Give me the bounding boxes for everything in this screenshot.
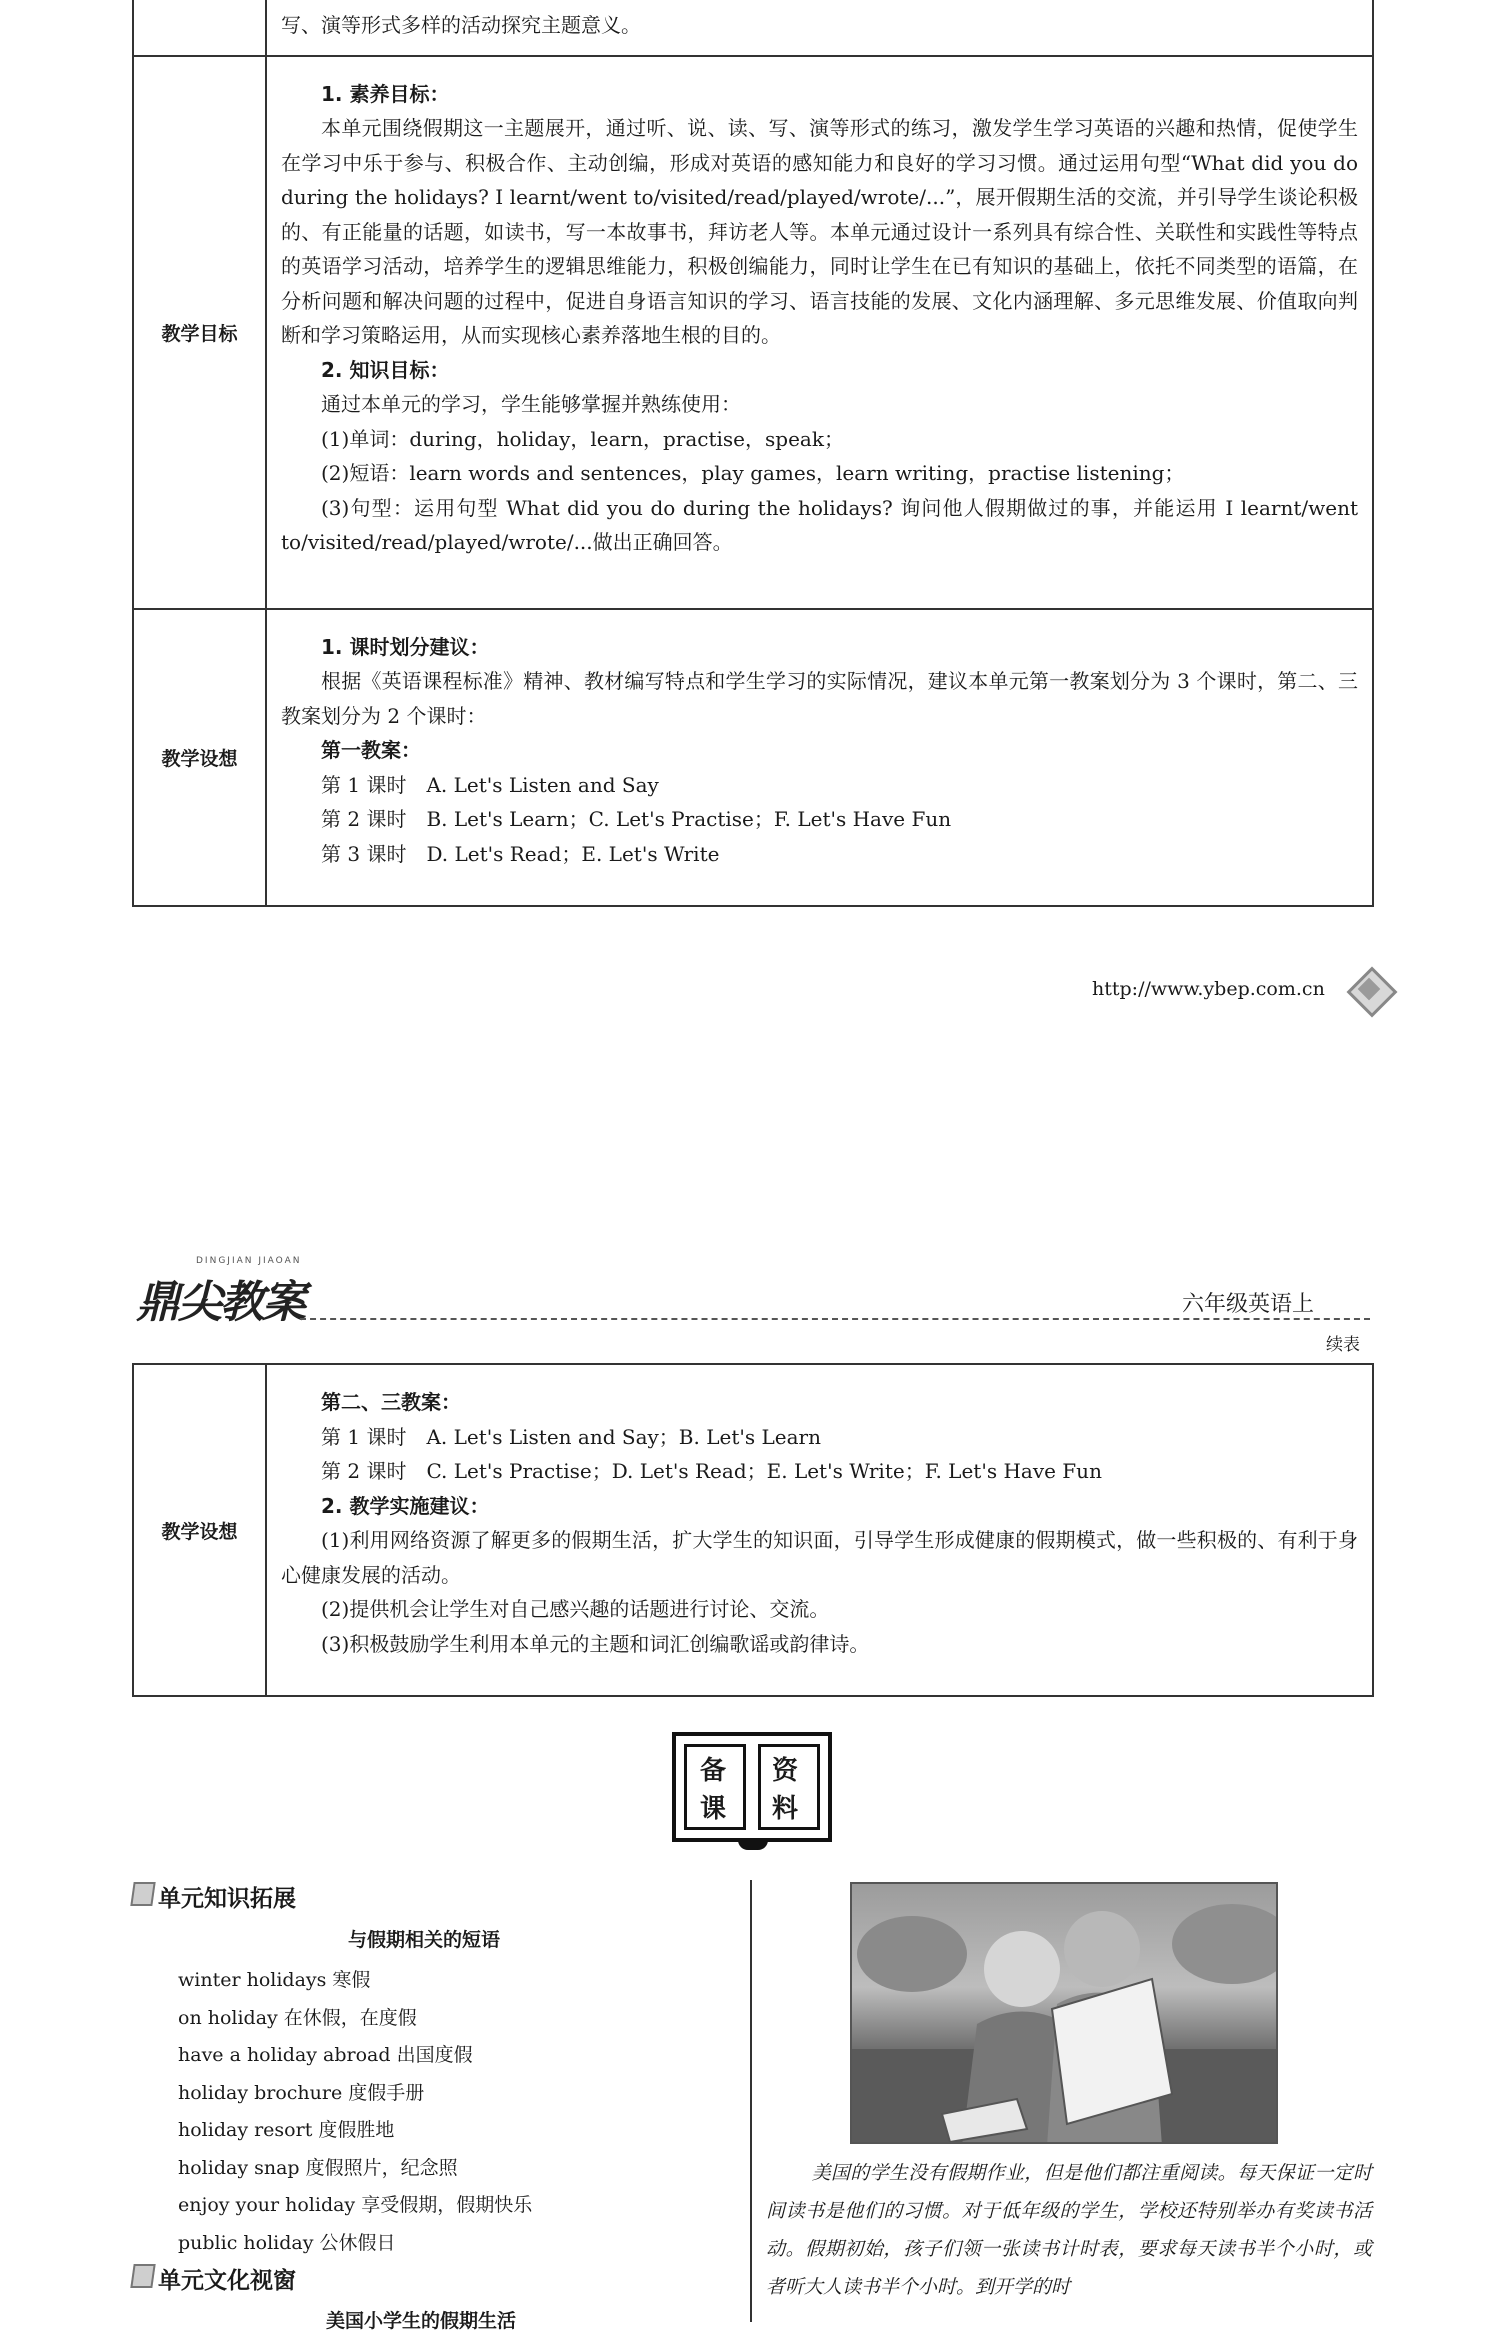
goal-item-words: (1)单词：during，holiday，learn，practise，speak； [321,426,844,451]
goal-heading-1: 1. 素养目标： [321,81,450,106]
badge-char-3: 资 [772,1756,799,1786]
phrase-item: winter holidays 寒假 [178,1969,371,1991]
plan2-lesson-1: 第 1 课时 A. Let's Listen and Say；B. Let's Learn [321,1424,821,1449]
phrase-item: on holiday 在休假，在度假 [178,2006,417,2029]
badge-char-2: 课 [700,1794,727,1824]
diamond-icon [1354,974,1390,1010]
top-row-text: 写、演等形式多样的活动探究主题意义。 [281,13,641,37]
section-icon [130,2264,155,2288]
plan2-cell [266,1364,1373,1696]
column-divider [750,1880,752,2322]
plan-heading-1: 1. 课时划分建议： [321,634,490,659]
plan-paragraph-1: 根据《英语课程标准》精神、教材编写特点和学生学习的实际情况，建议本单元第一教案划分为 3 个课时，第二、三教案划分为 2 个课时： [281,669,1358,728]
plan2-heading-1: 第二、三教案： [321,1390,461,1414]
lesson-table-top [132,0,1374,907]
photo-illustration [852,1884,1278,2144]
goal-item-phrases: (2)短语：learn words and sentences，play games，learn writing，practise listening； [321,461,1185,485]
goal-paragraph-2: 通过本单元的学习，学生能够掌握并熟练使用： [321,392,741,416]
culture-subtitle: 美国小学生的假期生活 [326,2310,517,2332]
phrase-item: holiday resort 度假胜地 [178,2119,395,2141]
culture-section-title: 单元文化视窗 [158,2268,296,2294]
header-dotted-line [300,1318,1370,1320]
phrase-item: holiday brochure 度假手册 [178,2081,425,2104]
plan2-suggestion-3: (3)积极鼓励学生利用本单元的主题和词汇创编歌谣或韵律诗。 [321,1631,870,1656]
logo [136,1256,304,1330]
lesson-table-continued [132,1363,1374,1697]
plan2-suggestion-2: (2)提供机会让学生对自己感兴趣的话题进行讨论、交流。 [321,1597,830,1621]
knowledge-section-title: 单元知识拓展 [158,1886,296,1912]
grade-title: 六年级英语上 [1182,1292,1315,1317]
goal-paragraph-1: 本单元围绕假期这一主题展开，通过听、说、读、写、演等形式的练习，激发学生学习英语的兴趣和热情，促使学生在学习中乐于参与、积极合作、主动创编，形成对英语的感知能力和良好的学习习惯。通过运用句型“What did you do during the holidays? I learnt/went to/visited/read/played/wrote/...”，展开假期生活的交流，并引导学生谈论积极的、有正能量的话题，如读书，写一本故事书，拜访老人等。本单元通过设计一系列具有综合性、关联性和实践性等特点的英语学习活动，培养学生的逻辑思维能力，积极创编能力，同时让学生在已有知识的基础上，依托不同类型的语篇，在分析问题和解决问题的过程中，促进自身语言知识的学习、语言技能的发展、文化内涵理解、多元思维发展、价值取向判断和学习策略运用，从而实现核心素养落地生根的目的。 [281,116,1358,347]
phrase-item: holiday snap 度假照片，纪念照 [178,2156,458,2179]
plan-label: 教学设想 [133,609,266,906]
goal-heading-2: 2. 知识目标： [321,357,450,382]
photo-children-reading [850,1882,1278,2144]
badge-char-4: 料 [772,1794,799,1824]
phrase-item: enjoy your holiday 享受假期，假期快乐 [178,2194,533,2216]
goal-cell [266,56,1373,609]
plan2-heading-2: 2. 教学实施建议： [321,1493,490,1518]
culture-article: 美国的学生没有假期作业，但是他们都注重阅读。每天保证一定时间读书是他们的习惯。对于低年级的学生，学校还特别举办有奖读书活动。假期初始，孩子们领一张读书计时表，要求每天读书半个小时，或者听大人读书半个小时。到开学的时 [766,2162,1372,2298]
badge-ribbon [738,1838,768,1850]
plan2-label: 教学设想 [133,1364,266,1696]
plan-heading-2: 第一教案： [321,738,421,762]
phrase-item: public holiday 公休假日 [178,2231,396,2254]
badge-char-1: 备 [700,1756,727,1786]
logo-subtitle: DINGJIAN JIAOAN [196,1256,302,1266]
plan-lesson-1: 第 1 课时 A. Let's Listen and Say [321,772,659,797]
phrase-list-title: 与假期相关的短语 [348,1929,501,1951]
plan-cell [266,609,1373,906]
plan2-suggestion-1: (1)利用网络资源了解更多的假期生活，扩大学生的知识面，引导学生形成健康的假期模式，做一些积极的、有利于身心健康发展的活动。 [281,1528,1358,1587]
plan-lesson-2: 第 2 课时 B. Let's Learn；C. Let's Practise；F. Let's Have Fun [321,807,952,831]
section-icon [130,1882,155,1906]
top-row-cell [266,0,1373,56]
continued-label: 续表 [1326,1335,1360,1355]
plan-lesson-3: 第 3 课时 D. Let's Read；E. Let's Write [321,841,720,866]
goal-item-sentence: (3)句型：运用句型 What did you do during the holidays? 询问他人假期做过的事，并能运用 I learnt/went to/visited/read/played/wrote/...做出正确回答。 [281,495,1358,554]
phrase-list [178,1962,532,2262]
top-row-label-cell [133,0,266,56]
goal-label: 教学目标 [133,56,266,609]
footer-url[interactable]: http://www.ybep.com.cn [1092,978,1325,1000]
lesson-materials-badge [672,1732,832,1842]
plan2-lesson-2: 第 2 课时 C. Let's Practise；D. Let's Read；E. Let's Write；F. Let's Have Fun [321,1459,1102,1483]
phrase-item: have a holiday abroad 出国度假 [178,2044,473,2066]
logo-text: 鼎尖教案 [136,1277,304,1328]
